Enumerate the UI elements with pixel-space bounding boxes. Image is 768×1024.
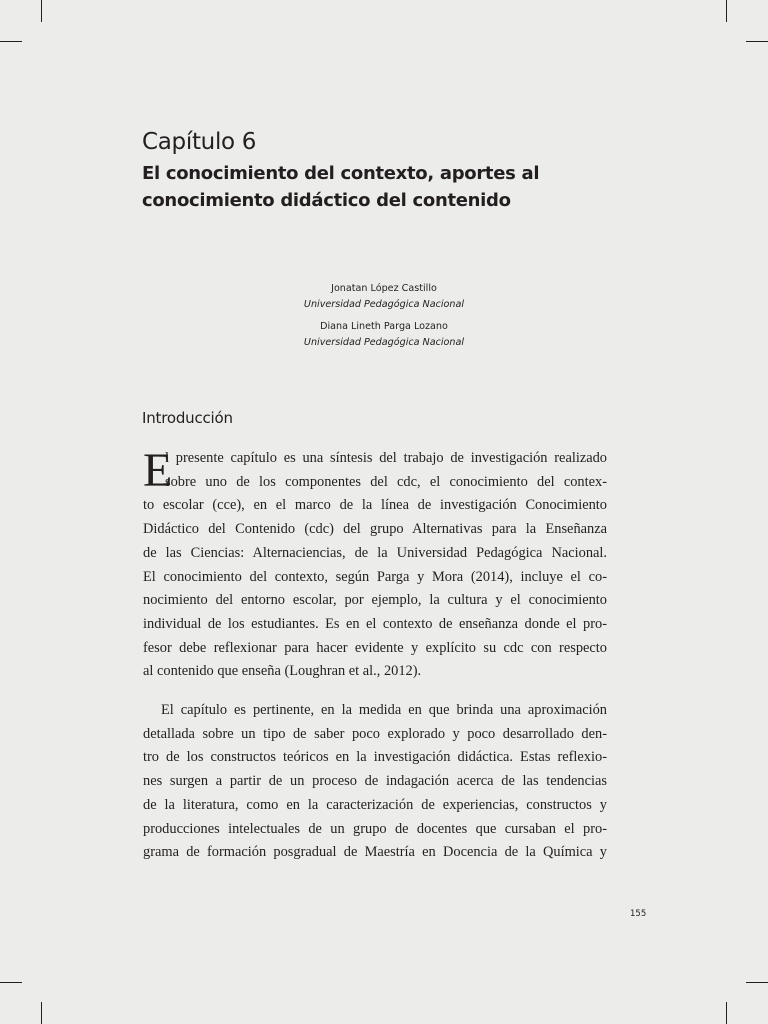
- page-number: 155: [630, 909, 647, 919]
- text-line: tro de los constructos teóricos en la investigación didáctica. Estas reflexio-: [143, 749, 607, 766]
- text-line: sobre uno de los componentes del cdc, el conocimiento del contex-: [165, 473, 607, 490]
- paragraph: [143, 444, 607, 684]
- chapter-number: Capítulo 6: [142, 129, 257, 155]
- section-title: Introducción: [142, 409, 233, 427]
- author-entry: [234, 281, 534, 313]
- paragraph: [143, 699, 607, 865]
- text-line: individual de los estudiantes. Es en el contexto de enseñanza donde el pro-: [143, 615, 607, 632]
- crop-mark-top-left-h: [0, 41, 22, 42]
- chapter-title: [142, 160, 622, 214]
- crop-mark-top-left: [41, 0, 42, 22]
- text-line: grama de formación posgradual de Maestría en Docencia de la Química y: [143, 844, 607, 861]
- text-line: nocimiento del entorno escolar, por ejemplo, la cultura y el conocimiento: [143, 592, 607, 609]
- text-line: to escolar (cce), en el marco de la línea de investigación Conocimiento: [143, 497, 607, 514]
- author-affiliation: Universidad Pedagógica Nacional: [303, 299, 465, 310]
- text-line: de las Ciencias: Alternaciencias, de la Universidad Pedagógica Nacional.: [143, 544, 607, 561]
- text-line: nes surgen a partir de un proceso de indagación acerca de las tendencias: [143, 773, 607, 790]
- text-line: fesor debe reflexionar para hacer evidente y explícito su cdc con respecto: [143, 639, 607, 656]
- text-line: l presente capítulo es una síntesis del trabajo de investigación realizado: [165, 450, 607, 466]
- crop-mark-bottom-right: [726, 1002, 727, 1024]
- crop-mark-bottom-left-h: [0, 982, 22, 983]
- text-line: El conocimiento del contexto, según Parga y Mora (2014), incluye el co-: [143, 568, 607, 585]
- author-entry: [234, 319, 534, 351]
- chapter-title-line-2: conocimiento didáctico del contenido: [142, 190, 511, 211]
- crop-mark-bottom-right-h: [746, 982, 768, 983]
- text-line: producciones intelectuales de un grupo de docentes que cursaban el pro-: [143, 820, 607, 837]
- drop-cap: E: [143, 444, 173, 497]
- author-name: Diana Lineth Parga Lozano: [320, 321, 448, 332]
- text-line: Didáctico del Contenido (cdc) del grupo Alternativas para la Enseñanza: [143, 521, 607, 538]
- chapter-title-line-1: El conocimiento del contexto, aportes al: [142, 163, 540, 184]
- author-block: [234, 281, 534, 357]
- body-text: [143, 444, 607, 865]
- crop-mark-top-right-h: [746, 41, 768, 42]
- author-affiliation: Universidad Pedagógica Nacional: [303, 337, 465, 348]
- text-line: de la literatura, como en la caracterización de experiencias, constructos y: [143, 796, 607, 813]
- author-name: Jonatan López Castillo: [331, 283, 437, 294]
- crop-mark-bottom-left: [41, 1002, 42, 1024]
- text-line: El capítulo es pertinente, en la medida en que brinda una aproximación: [161, 702, 607, 719]
- text-line: detallada sobre un tipo de saber poco explorado y poco desarrollado den-: [143, 725, 607, 742]
- chapter-heading: [142, 124, 622, 214]
- text-line: al contenido que enseña (Loughran et al., 2012).: [143, 663, 422, 680]
- crop-mark-top-right: [726, 0, 727, 22]
